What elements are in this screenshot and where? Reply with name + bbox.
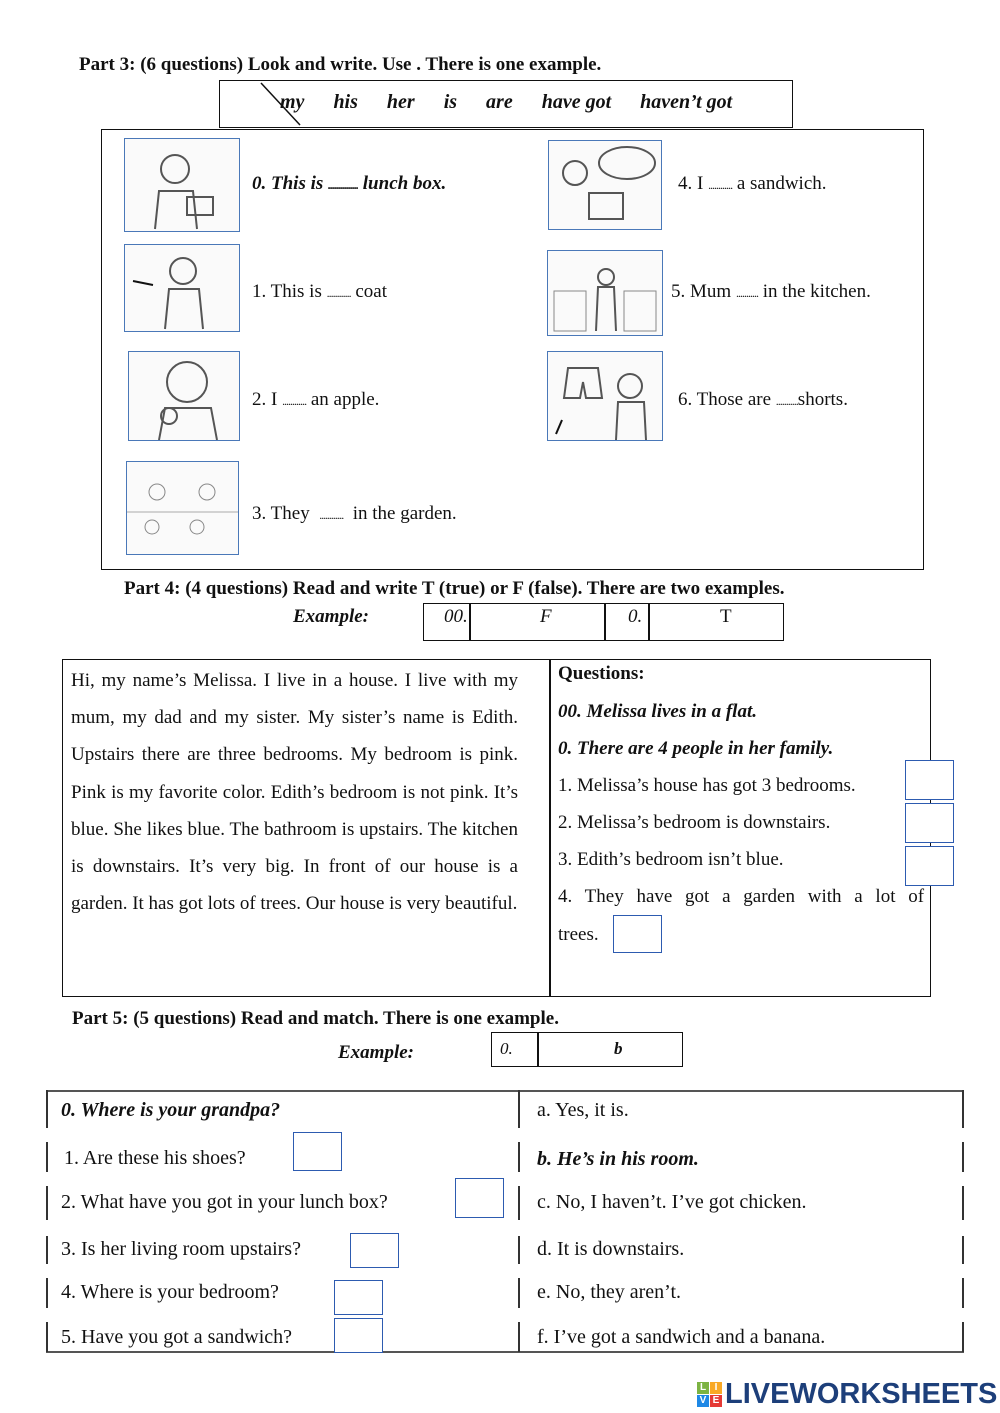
strike-through-mark: [258, 81, 318, 127]
match-answer-a: a. Yes, it is.: [537, 1099, 629, 1121]
word-bank-word: my: [280, 91, 305, 113]
match-answer-f: f. I’ve got a sandwich and a banana.: [537, 1326, 826, 1348]
question-example: 00. Melissa lives in a flat.: [558, 701, 757, 722]
word-bank: [219, 80, 793, 128]
question-4-cont: trees.: [558, 924, 599, 945]
example-answer: T: [720, 606, 732, 627]
blank[interactable]: ............: [319, 508, 344, 522]
match-question-1: 1. Are these his shoes?: [64, 1147, 246, 1169]
question-2: 2. Melissa’s bedroom is downstairs.: [558, 812, 831, 833]
answer-box-q2[interactable]: [905, 803, 954, 843]
girl-coat-picture: [124, 244, 240, 332]
word-bank-word: his: [333, 91, 358, 113]
match-question-5: 5. Have you got a sandwich?: [61, 1326, 293, 1348]
example-number: 0.: [628, 606, 643, 627]
divider: [46, 1351, 964, 1353]
word-bank-word: haven’t got: [640, 91, 733, 113]
match-question-3: 3. Is her living room upstairs?: [61, 1238, 301, 1260]
reading-passage: Hi, my name’s Melissa. I live in a house. I live with my mum, my dad and my sister. My sister’s name is Edith. Upstairs there are three bedrooms. My bedroom is pink. Pink is my favorite color. Edith’s bedroom is not pink. It’s blue. She likes blue. The bathroom is upstairs. The kitchen is downstairs. It’s very big. In front of our house is a garden. It has got lots of trees. Our house is very beautiful.: [71, 670, 518, 915]
part3-item-3: 3. They ............ in the garden.: [252, 503, 457, 524]
answer-box-q1[interactable]: [905, 760, 954, 800]
match-box-4[interactable]: [334, 1280, 383, 1315]
question-example: 0. There are 4 people in her family.: [558, 738, 834, 759]
match-question-2: 2. What have you got in your lunch box?: [61, 1191, 388, 1213]
part3-item-1: 1. This is ............ coat: [252, 281, 388, 302]
mum-kitchen-picture: [547, 250, 663, 336]
liveworksheets-logo: [697, 1378, 997, 1411]
part5-title: Part 5: (5 questions) Read and match. There is one example.: [72, 1008, 559, 1029]
logo-text: LIVEWORKSHEETS: [725, 1378, 998, 1410]
children-garden-picture: [126, 461, 239, 555]
part4-example-table: [423, 603, 784, 641]
question-4: 4. They have got a garden with a lot of: [558, 886, 925, 907]
match-box-1[interactable]: [293, 1132, 342, 1171]
girl-sandwich-picture: [548, 140, 662, 230]
example-number: 0.: [500, 1039, 513, 1058]
match-box-2[interactable]: [455, 1178, 504, 1218]
part3-item-0: 0. This is ............... lunch box.: [252, 173, 447, 194]
word-bank-word: are: [486, 91, 513, 113]
match-answer-e: e. No, they aren’t.: [537, 1281, 682, 1303]
example-answer: F: [540, 606, 552, 627]
blank[interactable]: ............: [708, 178, 733, 192]
word-bank-word: have got: [541, 91, 612, 113]
part5-example-table: [491, 1032, 683, 1067]
word-bank-word: her: [386, 91, 415, 113]
match-answer-b: b. He’s in his room.: [537, 1148, 699, 1170]
part3-item-6: 6. Those are ...........shorts.: [678, 389, 848, 410]
match-answer-c: c. No, I haven’t. I’ve got chicken.: [537, 1191, 807, 1213]
match-question-0: 0. Where is your grandpa?: [61, 1099, 281, 1121]
example-label: Example:: [338, 1042, 414, 1063]
questions-label: Questions:: [558, 663, 645, 684]
match-box-5[interactable]: [334, 1318, 383, 1353]
part3-item-4: 4. I ............ a sandwich.: [678, 173, 827, 194]
question-1: 1. Melissa’s house has got 3 bedrooms.: [558, 775, 856, 796]
example-label: Example:: [293, 606, 369, 627]
match-answer-d: d. It is downstairs.: [537, 1238, 685, 1260]
answer-box-q3[interactable]: [905, 846, 954, 886]
blank[interactable]: ............: [326, 286, 351, 300]
part4-title: Part 4: (4 questions) Read and write T (true) or F (false). There are two examples.: [124, 578, 785, 599]
blank[interactable]: ...........: [735, 286, 758, 300]
part3-item-5: 5. Mum ........... in the kitchen.: [671, 281, 871, 302]
match-box-3[interactable]: [350, 1233, 399, 1268]
boy-shorts-picture: [547, 351, 663, 441]
boy-apple-picture: [128, 351, 240, 441]
divider: [46, 1090, 964, 1092]
live-badge-icon: L I V E: [697, 1382, 722, 1407]
match-question-4: 4. Where is your bedroom?: [61, 1281, 279, 1303]
part3-item-2: 2. I ............ an apple.: [252, 389, 380, 410]
question-3: 3. Edith’s bedroom isn’t blue.: [558, 849, 784, 870]
word-bank-word: is: [443, 91, 458, 113]
blank[interactable]: ............: [282, 394, 307, 408]
part3-title: Part 3: (6 questions) Look and write. Use . There is one example.: [79, 54, 602, 75]
boy-lunchbox-picture: [124, 138, 240, 232]
example-answer: b: [614, 1039, 623, 1058]
answer-box-q4[interactable]: [613, 915, 662, 953]
example-number: 00.: [444, 606, 468, 627]
blank[interactable]: ...........: [775, 394, 798, 408]
